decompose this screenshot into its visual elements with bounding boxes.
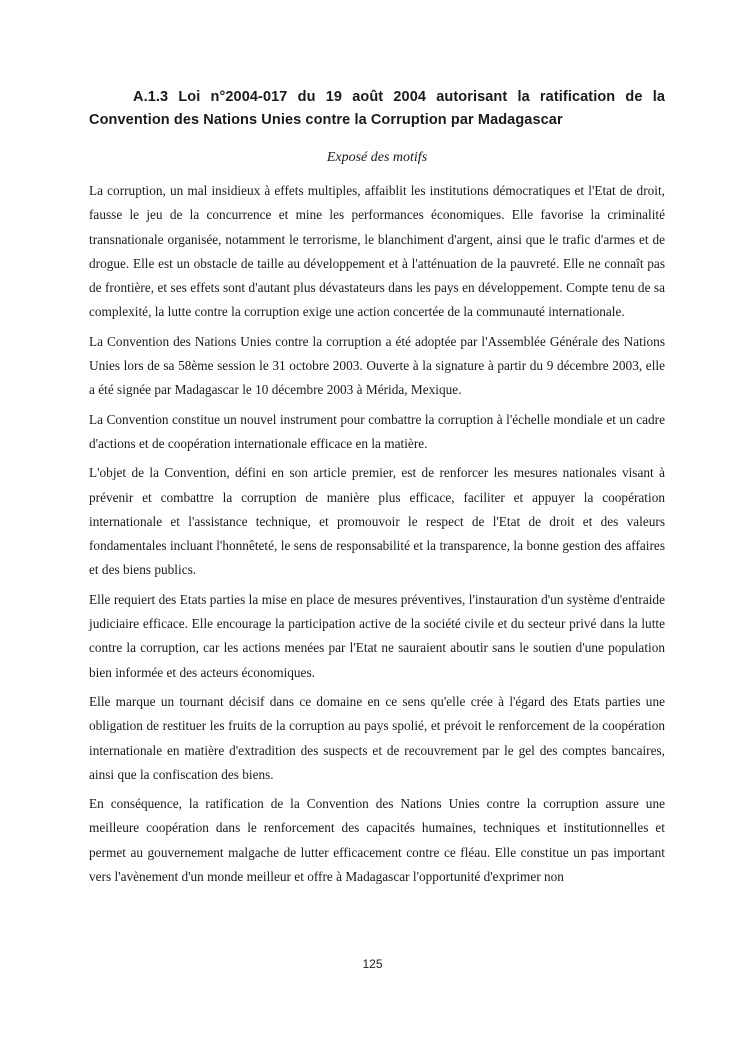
paragraph-4: L'objet de la Convention, défini en son article premier, est de renforcer les mesures nationales visant à prévenir et combattre la corruption de manière plus efficace, faciliter et appuyer la coopération internationale et l'assistance technique, et promouvoir le respect de l'Etat de droit et des valeurs fondamentales incluant l'honnêteté, le sens de responsabilité et la transparence, la bonne gestion des affaires et des biens publics. xyxy=(89,465,665,578)
page-number: 125 xyxy=(362,957,383,971)
paragraph-1: La corruption, un mal insidieux à effets multiples, affaiblit les institutions démocratiques et l'Etat de droit, fausse le jeu de la concurrence et mine les performances économiques. Elle favorise la criminalité transnationale organisée, notamment le terrorisme, le blanchiment d'argent, ainsi que le trafic d'armes et de drogue. Elle est un obstacle de taille au développement et à l'atténuation de la pauvreté. Elle ne connaît pas de frontière, et ses effets sont d'autant plus dévastateurs dans les pays en développement. Compte tenu de sa complexité, la lutte contre la corruption exige une action concertée de la communauté internationale. xyxy=(89,183,665,320)
paragraph-2: La Convention des Nations Unies contre la corruption a été adoptée par l'Assemblée Générale des Nations Unies lors de sa 58ème session le 31 octobre 2003. Ouverte à la signature à partir du 9 décembre 2003, elle a été signée par Madagascar le 10 décembre 2003 à Mérida, Mexique. xyxy=(89,333,665,398)
paragraph-7: En conséquence, la ratification de la Convention des Nations Unies contre la corruption assure une meilleure coopération dans le renforcement des capacités humaines, techniques et institutionnelles et permet au gouvernement malgache de lutter efficacement contre ce fléau. Elle constitue un pas important vers l'avènement d'un monde meilleur et offre à Madagascar l'opportunité d'exprimer non xyxy=(89,796,665,885)
paragraph-3: La Convention constitue un nouvel instrument pour combattre la corruption à l'échelle mondiale et un cadre d'actions et de coopération internationale efficace en la matière. xyxy=(89,411,665,451)
paragraph-6: Elle marque un tournant décisif dans ce domaine en ce sens qu'elle crée à l'égard des Etats parties une obligation de restituer les fruits de la corruption au pays spolié, et prévoit le renforcement de la coopération internationale en matière d'extradition des suspects et de recouvrement par le gel des comptes bancaires, ainsi que la confiscation des biens. xyxy=(89,693,665,782)
document-page xyxy=(89,86,665,894)
section-heading: A.1.3 Loi n°2004-017 du 19 août 2004 autorisant la ratification de la Convention des Nations Unies contre la Corruption par Madagascar xyxy=(89,89,665,128)
section-subtitle: Exposé des motifs xyxy=(326,150,428,165)
paragraph-5: Elle requiert des Etats parties la mise en place de mesures préventives, l'instauration d'un système d'entraide judiciaire efficace. Elle encourage la participation active de la société civile et du secteur privé dans la lutte contre la corruption, car les actions menées par l'Etat ne sauraient aboutir sans le soutien d'une population bien informée et des acteurs économiques. xyxy=(89,591,665,680)
